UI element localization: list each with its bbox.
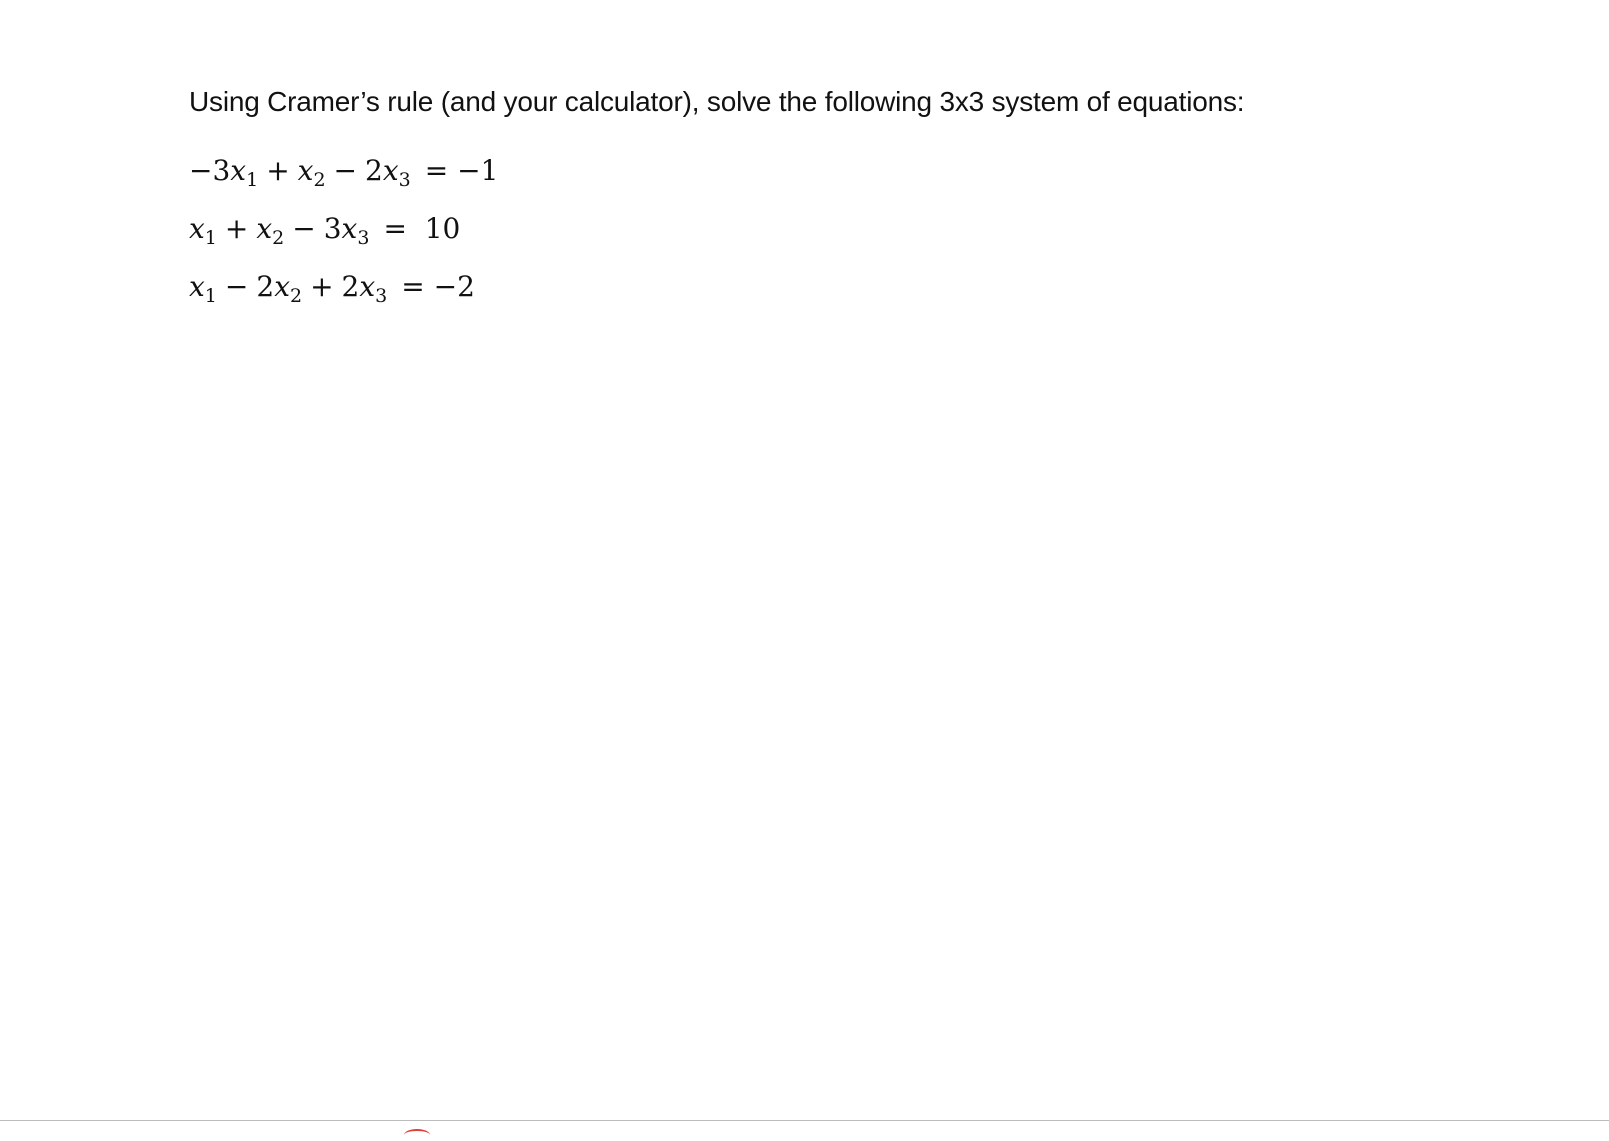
term-subscript: 2 (313, 169, 326, 191)
rhs-value: −1 (457, 154, 499, 187)
equation-rhs (383, 212, 460, 245)
term-operator: + (224, 212, 249, 245)
term-variable: x (256, 212, 273, 245)
term-operator: − (224, 270, 249, 303)
term-operator: + (310, 270, 334, 303)
term-variable: x (189, 270, 205, 303)
rhs-value: 10 (424, 212, 461, 245)
term-subscript: 3 (375, 285, 388, 307)
term-subscript: 3 (398, 169, 411, 191)
term-coefficient: 3 (212, 154, 231, 187)
term-subscript: 2 (289, 285, 303, 307)
term-variable: x (274, 270, 290, 303)
equation-row (189, 154, 498, 212)
term-sign: − (189, 154, 213, 187)
problem-prompt: Using Cramer’s rule (and your calculator), solve the following 3x3 system of equations: (189, 86, 1245, 117)
term-subscript: 1 (246, 169, 259, 191)
term-variable: x (382, 154, 399, 187)
equals-sign: = (383, 212, 407, 245)
term-subscript: 1 (204, 285, 217, 307)
equation-rhs (425, 154, 499, 187)
term-variable: x (230, 154, 247, 187)
red-mark-icon (404, 1129, 430, 1141)
equation-lhs (189, 154, 411, 191)
equation-row (189, 270, 498, 328)
term-subscript: 3 (357, 227, 370, 249)
bottom-gutter (0, 1121, 1609, 1134)
term-coefficient: 3 (323, 212, 342, 245)
term-variable: x (341, 212, 358, 245)
term-variable: x (297, 154, 314, 187)
equation-lhs (189, 270, 387, 307)
term-subscript: 1 (204, 227, 217, 249)
equation-system (189, 154, 498, 328)
term-variable: x (359, 270, 376, 303)
term-coefficient: 2 (256, 270, 275, 303)
term-operator: + (266, 154, 290, 187)
equation-row (189, 212, 498, 270)
term-coefficient: 2 (365, 154, 383, 187)
term-subscript: 2 (272, 227, 285, 249)
term-operator: − (333, 154, 358, 187)
equation-rhs (401, 270, 475, 303)
equation-lhs (189, 212, 369, 249)
term-coefficient: 2 (341, 270, 360, 303)
rhs-value: −2 (433, 270, 475, 303)
equals-sign: = (424, 154, 449, 187)
equals-sign: = (401, 270, 425, 303)
term-variable: x (189, 212, 205, 245)
term-operator: − (292, 212, 316, 245)
